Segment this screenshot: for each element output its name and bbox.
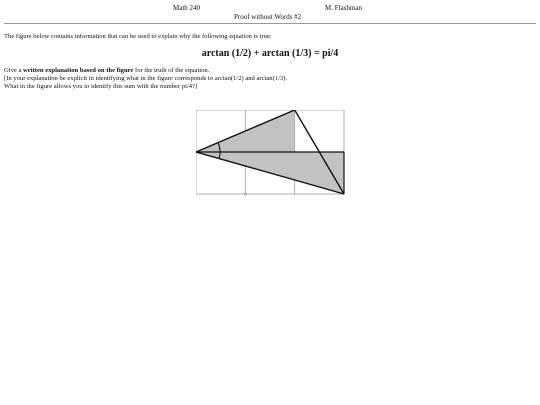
instructions-line-2: [In your explanation be explicit in identifying what in the figure corresponds to arctan(1/2) and arctan(1/3). [4, 75, 288, 82]
instructions-line-1 [4, 67, 209, 74]
instructions-bold: written explanation based on the figure [23, 67, 134, 74]
author-label: M. Flashman [325, 4, 362, 12]
instructions-suffix: for the truth of the equation. [133, 67, 210, 74]
equation: arctan (1/2) + arctan (1/3) = pi/4 [201, 48, 339, 59]
page-title: Proof without Words #2 [234, 13, 302, 21]
intro-text: The figure below contains information that can be used to explain why the following equation is true: [4, 33, 272, 40]
grid-point-marker [244, 193, 246, 195]
header-divider [4, 23, 536, 24]
instructions-line-3: What in the figure allows you to identify this sum with the number pi/4?] [4, 83, 198, 90]
instructions-prefix: Give a [4, 67, 24, 74]
course-label: Math 240 [173, 4, 201, 12]
proof-figure [196, 110, 348, 198]
